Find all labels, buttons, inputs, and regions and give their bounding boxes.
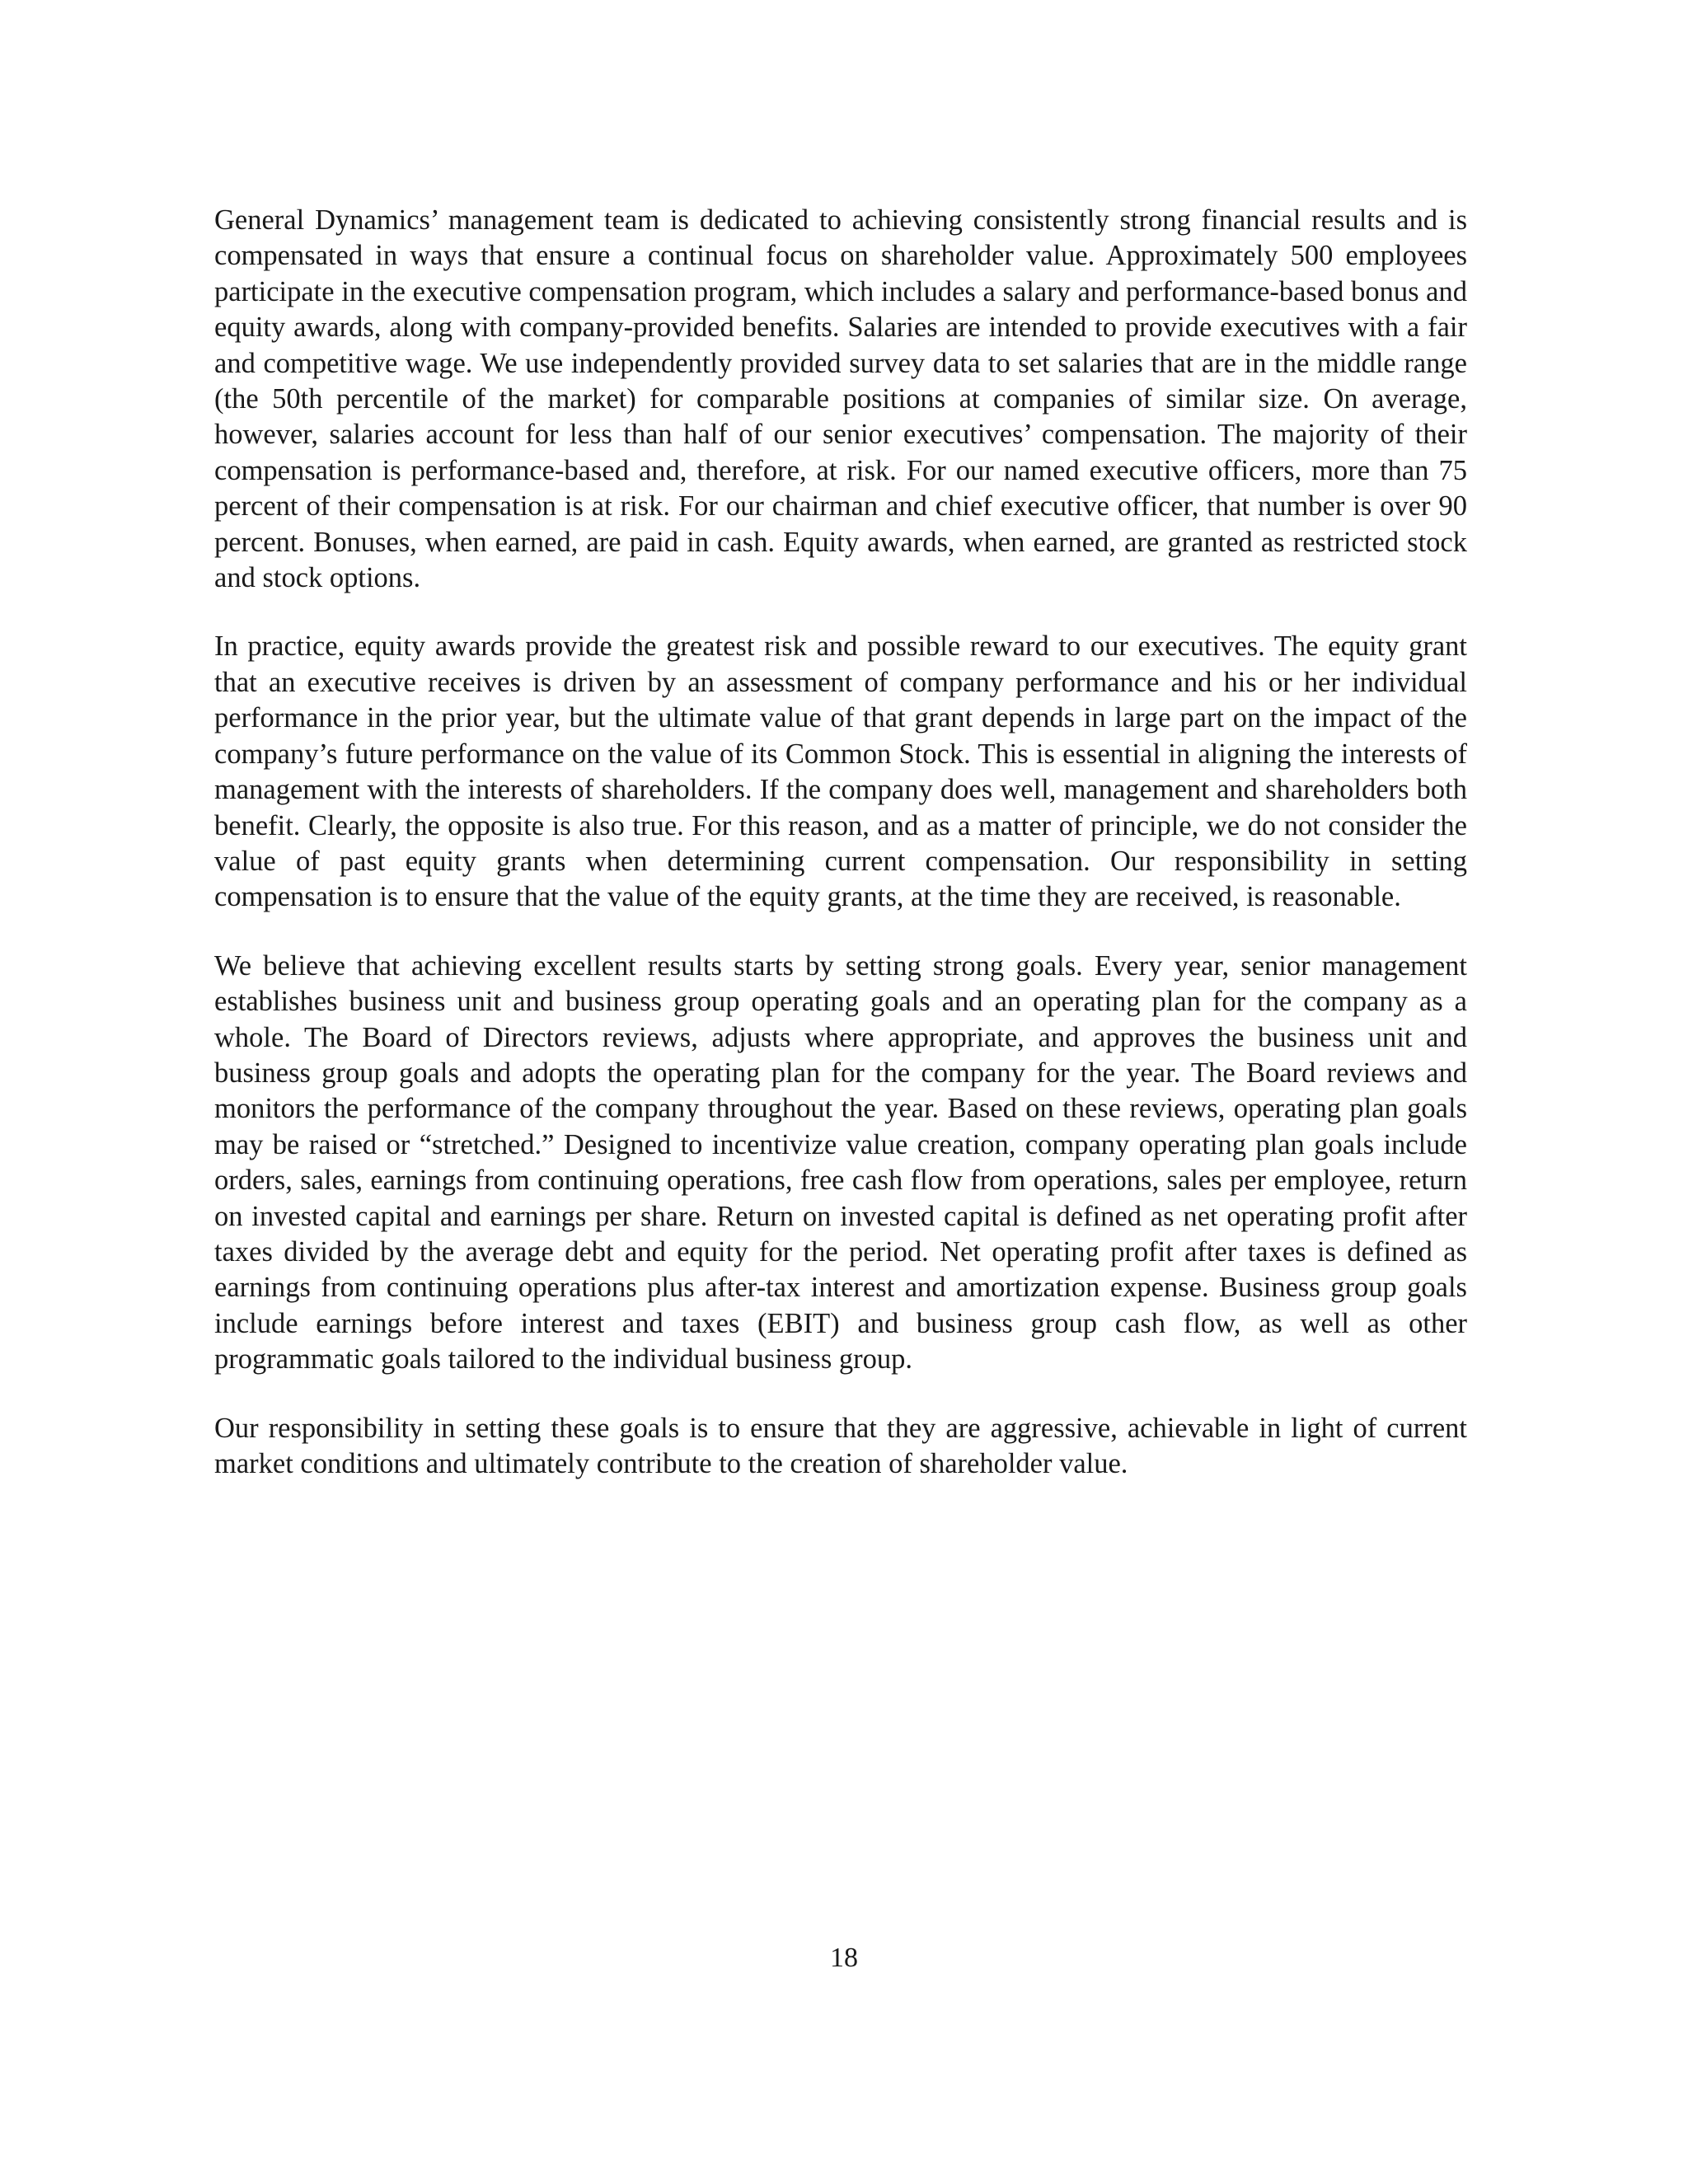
paragraph-equity-awards: In practice, equity awards provide the greatest risk and possible reward to our executives. The equity grant that an executive receives is driven by an assessment of company performance and his or her individual performance in the prior year, but the ultimate value of that grant depends in large part on the impact of the company’s future performance on the value of its Common Stock. This is essential in aligning the interests of management with the interests of shareholders. If the company does well, management and shareholders both benefit. Clearly, the opposite is also true. For this reason, and as a matter of principle, we do not consider the value of past equity grants when determining current compensation. Our responsibility in setting compensation is to ensure that the value of the equity grants, at the time they are received, is reasonable. xyxy=(214,630,1467,913)
body-text xyxy=(214,203,1467,1515)
paragraph-goal-setting: We believe that achieving excellent results starts by setting strong goals. Every year, senior management establishes business unit and business group operating goals and an operating plan for the company as a whole. The Board of Directors reviews, adjusts where appropriate, and approves the business unit and business group goals and adopts the operating plan for the company for the year. The Board reviews and monitors the performance of the company throughout the year. Based on these reviews, operating plan goals may be raised or “stretched.” Designed to incentivize value creation, company operating plan goals include orders, sales, earnings from continuing operations, free cash flow from operations, sales per employee, return on invested capital and earnings per share. Return on invested capital is defined as net operating profit after taxes divided by the average debt and equity for the period. Net operating profit after taxes is defined as earnings from continuing operations plus after-tax interest and amortization expense. Business group goals include earnings before interest and taxes (EBIT) and business group cash flow, as well as other programmatic goals tailored to the individual business group. xyxy=(214,949,1467,1376)
page-number: 18 xyxy=(830,1943,858,1973)
paragraph-responsibility: Our responsibility in setting these goals is to ensure that they are aggressive, achievable in light of current market conditions and ultimately contribute to the creation of shareholder value. xyxy=(214,1412,1467,1479)
paragraph-compensation-overview: General Dynamics’ management team is dedicated to achieving consistently strong financial results and is compensated in ways that ensure a continual focus on shareholder value. Approximately 500 employees participate in the executive compensation program, which includes a salary and performance-based bonus and equity awards, along with company-provided benefits. Salaries are intended to provide executives with a fair and competitive wage. We use independently provided survey data to set salaries that are in the middle range (the 50th percentile of the market) for comparable positions at companies of similar size. On average, however, salaries account for less than half of our senior executives’ compensation. The majority of their compensation is performance-based and, therefore, at risk. For our named executive officers, more than 75 percent of their compensation is at risk. For our chairman and chief executive officer, that number is over 90 percent. Bonuses, when earned, are paid in cash. Equity awards, when earned, are granted as restricted stock and stock options. xyxy=(214,204,1467,594)
